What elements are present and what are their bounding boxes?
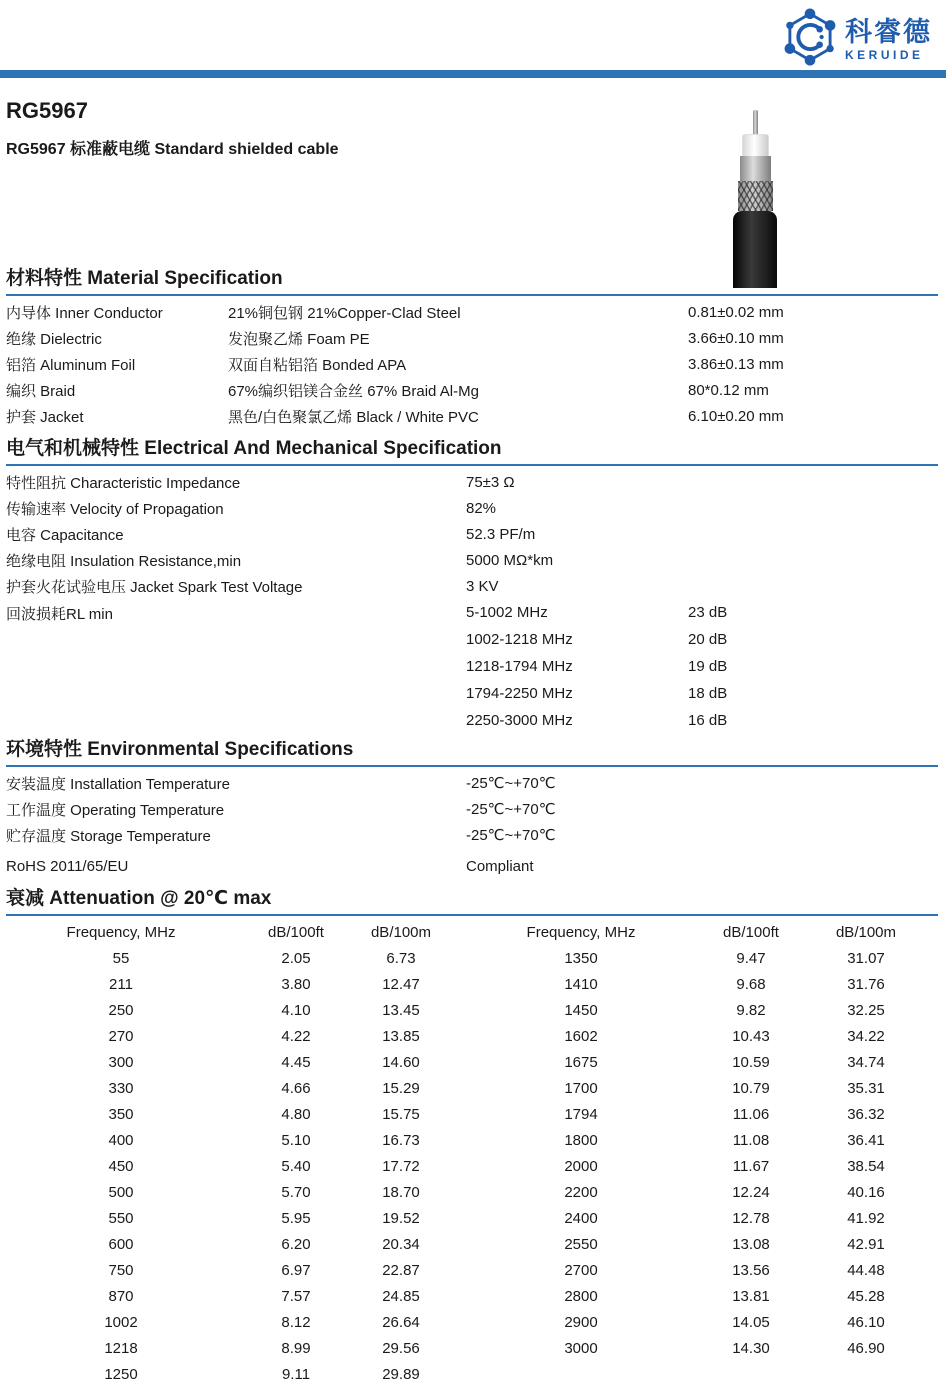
material-label: 铝箔 Aluminum Foil [6,356,136,374]
frequency-cell: 1350 [564,950,598,967]
return-loss-value: 19 dB [688,658,728,675]
db100ft-cell: 3.80 [281,976,311,993]
attenuation-row [6,1076,446,1102]
frequency-cell: 550 [108,1210,134,1227]
attenuation-row [6,1180,446,1206]
db100m-cell: 35.31 [847,1080,885,1097]
return-loss-label: 回波损耗RL min [6,606,113,623]
cable-braid-layer [738,181,773,211]
electrical-spec-row [6,469,938,495]
brand-name-cn: 科睿德 [845,16,932,47]
db100ft-cell: 11.08 [732,1132,770,1149]
material-label: 绝缘 Dielectric [6,330,102,348]
attenuation-header-row [6,918,938,946]
material-spec-row [6,325,938,351]
return-loss-row [466,653,938,680]
frequency-cell: 250 [108,1002,134,1019]
return-loss-value: 20 dB [688,631,728,648]
attenuation-row [6,1336,446,1362]
page-title: RG5967 [6,98,88,123]
db100ft-cell: 13.08 [732,1236,770,1253]
frequency-cell: 1450 [564,1002,598,1019]
db100ft-cell: 4.80 [281,1106,311,1123]
attenuation-row [476,1050,916,1076]
electrical-spec-row [6,521,938,547]
db100ft-cell: 14.30 [732,1340,770,1357]
environmental-spec-row [6,822,938,848]
db100ft-cell: 4.66 [281,1080,311,1097]
attenuation-row [476,998,916,1024]
attenuation-row [6,1154,446,1180]
db100m-cell: 34.74 [847,1054,885,1071]
db100ft-cell: 9.68 [736,976,766,993]
frequency-cell: 1700 [564,1080,598,1097]
db100ft-cell: 9.82 [736,1002,766,1019]
attenuation-row [6,972,446,998]
keruide-molecule-logo-icon [781,8,839,71]
db100ft-cell: 13.81 [732,1288,770,1305]
electrical-value: 3 KV [466,577,499,595]
brand-name-en: KERUIDE [845,47,924,62]
material-size: 80*0.12 mm [688,381,769,399]
attenuation-row [6,1284,446,1310]
attenuation-row [476,946,916,972]
column-header-db100ft: dB/100ft [723,924,779,941]
attenuation-row [6,946,446,972]
frequency-cell: 500 [108,1184,134,1201]
frequency-cell: 3000 [564,1340,598,1357]
attenuation-heading: 衰减 Attenuation @ 20℃ max [6,887,938,916]
frequency-cell: 2400 [564,1210,598,1227]
material-label: 内导体 Inner Conductor [6,304,163,322]
db100m-cell: 14.60 [382,1054,420,1071]
db100m-cell: 26.64 [382,1314,420,1331]
frequency-cell: 750 [108,1262,134,1279]
frequency-cell: 2200 [564,1184,598,1201]
electrical-label: 电容 Capacitance [6,526,124,544]
db100m-cell: 40.16 [847,1184,885,1201]
db100ft-cell: 5.70 [281,1184,311,1201]
db100m-cell: 15.75 [382,1106,420,1123]
coaxial-cable-cutaway-image [700,110,810,288]
db100m-cell: 13.45 [382,1002,420,1019]
frequency-cell: 1002 [104,1314,138,1331]
material-spec-row [6,403,938,429]
material-size: 6.10±0.20 mm [688,407,784,425]
material-description: 发泡聚乙烯 Foam PE [228,330,370,348]
frequency-cell: 211 [109,976,133,993]
electrical-label: 特性阻抗 Characteristic Impedance [6,474,241,492]
electrical-label: 传输速率 Velocity of Propagation [6,500,224,518]
return-loss-frequency-range: 1218-1794 MHz [466,658,573,675]
column-header-db100ft: dB/100ft [268,924,324,941]
frequency-cell: 2550 [564,1236,598,1253]
db100ft-cell: 9.11 [281,1366,311,1383]
frequency-cell: 450 [108,1158,134,1175]
material-description: 67%编织铝镁合金丝 67% Braid Al-Mg [228,382,479,400]
db100ft-cell: 10.43 [732,1028,770,1045]
db100ft-cell: 12.24 [732,1184,770,1201]
db100ft-cell: 2.05 [281,950,311,967]
return-loss-frequency-range: 1002-1218 MHz [466,631,573,648]
attenuation-table [6,946,938,1388]
db100m-cell: 46.10 [847,1314,885,1331]
return-loss-row [466,599,938,626]
attenuation-table-left [6,946,446,1388]
electrical-label: 护套火花试验电压 Jacket Spark Test Voltage [6,578,303,596]
db100m-cell: 41.92 [847,1210,885,1227]
frequency-cell: 350 [108,1106,134,1123]
db100m-cell: 29.56 [382,1340,420,1357]
return-loss-frequency-range: 1794-2250 MHz [466,685,573,702]
material-description: 双面自粘铝箔 Bonded APA [228,356,407,374]
rohs-label: RoHS 2011/65/EU [6,857,129,875]
frequency-cell: 870 [108,1288,134,1305]
attenuation-row [476,1076,916,1102]
attenuation-row [476,1336,916,1362]
frequency-cell: 270 [108,1028,134,1045]
return-loss-value: 23 dB [688,604,728,621]
attenuation-table-right [446,946,916,1362]
db100m-cell: 13.85 [382,1028,420,1045]
frequency-cell: 1675 [564,1054,598,1071]
rohs-row [6,851,938,881]
db100m-cell: 36.41 [847,1132,885,1149]
db100m-cell: 32.25 [847,1002,885,1019]
frequency-cell: 2700 [564,1262,598,1279]
cable-dielectric-layer [742,134,769,156]
return-loss-frequency-range: 5-1002 MHz [466,604,548,621]
environmental-label: 安装温度 Installation Temperature [6,775,230,793]
db100ft-cell: 5.95 [281,1210,311,1227]
db100ft-cell: 5.40 [281,1158,311,1175]
rohs-value: Compliant [466,857,534,875]
column-header-db100m: dB/100m [835,924,897,941]
attenuation-row [476,1180,916,1206]
page-header [6,0,938,70]
column-header-frequency: Frequency, MHz [526,924,636,941]
material-spec-table [6,299,938,429]
logo-wordmark [845,16,932,62]
db100ft-cell: 8.99 [281,1340,311,1357]
electrical-spec-row [6,573,938,599]
environmental-label: 工作温度 Operating Temperature [6,801,225,819]
return-loss-row [466,626,938,653]
material-spec-heading: 材料特性 Material Specification [6,267,938,296]
frequency-cell: 2900 [564,1314,598,1331]
attenuation-row [6,1024,446,1050]
material-size: 0.81±0.02 mm [688,303,784,321]
environmental-spec-table [6,770,938,848]
db100m-cell: 20.34 [382,1236,420,1253]
db100m-cell: 16.73 [382,1132,420,1149]
environmental-value: -25℃~+70℃ [466,827,556,844]
frequency-cell: 1218 [104,1340,138,1357]
electrical-value: 82% [466,499,497,517]
keruide-logo [781,8,932,71]
frequency-cell: 1794 [564,1106,598,1123]
return-loss-value: 16 dB [688,712,728,729]
electrical-spec-table [6,469,938,599]
electrical-value: 5000 MΩ*km [466,551,554,569]
db100ft-cell: 9.47 [736,950,766,967]
material-spec-row [6,377,938,403]
db100ft-cell: 8.12 [281,1314,311,1331]
db100ft-cell: 11.06 [732,1106,770,1123]
db100m-cell: 34.22 [847,1028,885,1045]
frequency-cell: 1250 [104,1366,138,1383]
attenuation-row [476,1258,916,1284]
db100ft-cell: 4.45 [281,1054,311,1071]
attenuation-row [476,1128,916,1154]
attenuation-row [476,1310,916,1336]
electrical-value: 52.3 PF/m [466,525,536,543]
attenuation-row [6,998,446,1024]
db100m-cell: 31.76 [847,976,885,993]
environmental-spec-row [6,770,938,796]
cable-jacket-layer [733,211,777,288]
frequency-cell: 55 [112,950,130,967]
frequency-cell: 2800 [564,1288,598,1305]
db100m-cell: 19.52 [382,1210,420,1227]
db100m-cell: 24.85 [382,1288,420,1305]
electrical-label: 绝缘电阻 Insulation Resistance,min [6,552,242,570]
frequency-cell: 600 [108,1236,134,1253]
return-loss-row [466,707,938,734]
cable-foil-layer [740,156,771,181]
frequency-cell: 2000 [564,1158,598,1175]
db100ft-cell: 12.78 [732,1210,770,1227]
environmental-value: -25℃~+70℃ [466,775,556,792]
db100ft-cell: 11.67 [732,1158,770,1175]
attenuation-row [6,1128,446,1154]
environmental-value: -25℃~+70℃ [466,801,556,818]
db100ft-cell: 10.79 [732,1080,770,1097]
db100m-cell: 12.47 [382,976,420,993]
attenuation-row [476,1102,916,1128]
return-loss-frequency-range: 2250-3000 MHz [466,712,573,729]
db100m-cell: 38.54 [847,1158,885,1175]
db100ft-cell: 4.22 [281,1028,311,1045]
attenuation-row [476,1232,916,1258]
return-loss-value: 18 dB [688,685,728,702]
attenuation-row [476,972,916,998]
return-loss-table [466,599,938,734]
return-loss-block [6,599,938,734]
header-divider-bar [0,70,946,78]
material-description: 21%铜包钢 21%Copper-Clad Steel [228,304,461,322]
attenuation-row [6,1102,446,1128]
attenuation-row [6,1232,446,1258]
attenuation-row [6,1206,446,1232]
electrical-spec-heading: 电气和机械特性 Electrical And Mechanical Specification [6,437,938,466]
db100m-cell: 44.48 [847,1262,885,1279]
material-description: 黑色/白色聚氯乙烯 Black / White PVC [228,408,479,426]
electrical-spec-row [6,547,938,573]
db100m-cell: 42.91 [847,1236,885,1253]
attenuation-header-right [476,919,916,945]
db100ft-cell: 5.10 [281,1132,311,1149]
attenuation-row [476,1154,916,1180]
db100m-cell: 31.07 [847,950,885,967]
column-header-db100m: dB/100m [370,924,432,941]
db100m-cell: 15.29 [382,1080,420,1097]
db100ft-cell: 6.20 [281,1236,311,1253]
material-size: 3.86±0.13 mm [688,355,784,373]
db100m-cell: 45.28 [847,1288,885,1305]
frequency-cell: 300 [108,1054,134,1071]
db100m-cell: 17.72 [382,1158,420,1175]
frequency-cell: 330 [108,1080,134,1097]
frequency-cell: 1800 [564,1132,598,1149]
environmental-label: 贮存温度 Storage Temperature [6,827,211,845]
material-spec-row [6,299,938,325]
db100ft-cell: 10.59 [732,1054,770,1071]
db100ft-cell: 13.56 [732,1262,770,1279]
return-loss-row [466,680,938,707]
attenuation-row [6,1050,446,1076]
attenuation-row [476,1024,916,1050]
frequency-cell: 1410 [564,976,598,993]
cable-inner-conductor [753,110,758,134]
column-header-frequency: Frequency, MHz [66,924,176,941]
frequency-cell: 1602 [564,1028,598,1045]
db100ft-cell: 7.57 [281,1288,311,1305]
electrical-value: 75±3 Ω [466,473,515,491]
db100m-cell: 22.87 [382,1262,420,1279]
db100ft-cell: 6.97 [281,1262,311,1279]
db100ft-cell: 14.05 [732,1314,770,1331]
attenuation-row [6,1310,446,1336]
attenuation-row [476,1284,916,1310]
environmental-spec-heading: 环境特性 Environmental Specifications [6,738,938,767]
page-subtitle: RG5967 标准蔽电缆 Standard shielded cable [6,141,339,158]
db100m-cell: 6.73 [386,950,416,967]
db100ft-cell: 4.10 [281,1002,311,1019]
frequency-cell: 400 [108,1132,134,1149]
db100m-cell: 36.32 [847,1106,885,1123]
material-spec-row [6,351,938,377]
attenuation-header-left [6,919,446,945]
material-label: 编织 Braid [6,382,76,400]
db100m-cell: 18.70 [382,1184,420,1201]
electrical-spec-row [6,495,938,521]
material-size: 3.66±0.10 mm [688,329,784,347]
db100m-cell: 46.90 [847,1340,885,1357]
environmental-spec-row [6,796,938,822]
db100m-cell: 29.89 [382,1366,420,1383]
material-label: 护套 Jacket [6,408,84,426]
attenuation-row [476,1206,916,1232]
attenuation-row [6,1258,446,1284]
attenuation-row [6,1362,446,1388]
